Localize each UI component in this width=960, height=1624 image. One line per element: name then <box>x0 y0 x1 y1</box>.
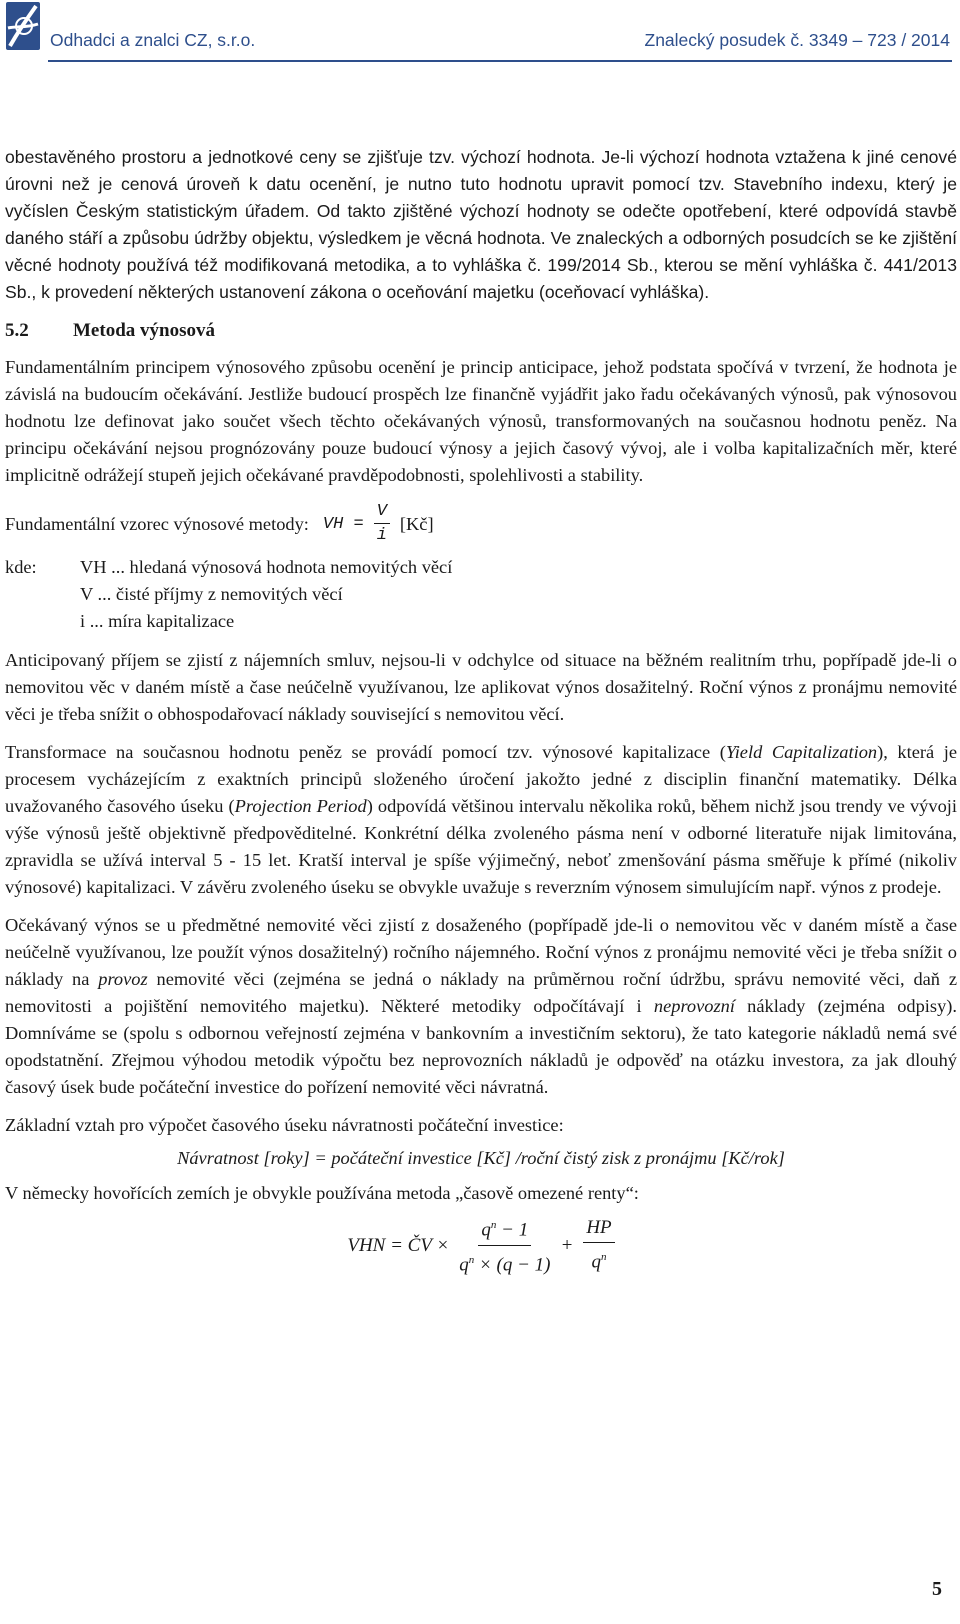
company-logo-icon <box>4 2 44 54</box>
definition-item: i ... míra kapitalizace <box>80 611 235 631</box>
section-heading <box>5 317 957 343</box>
formula-unit: [Kč] <box>399 513 434 534</box>
document-body <box>5 144 957 1283</box>
formula-annuity <box>15 1207 957 1283</box>
paragraph-principle: Fundamentálním principem výnosového způsobu ocenění je princip anticipace, jehož podstata spočívá v tvrzení, že hodnota je závislá na budoucím očekávání. Jestliže budoucí prospěch lze finančně vyjádřit jako řadu očekávaných výnosů, pak výnosovou hodnotu lze definovat jako součet všech těchto očekávaných výnosů, transformovaných na současnou hodnotu peněz. Na principu očekávání nejsou prognózovány pouze budoucí výnosy a jejich časový vývoj, ale i volba kapitalizačních měr, které implicitně odrážejí stupeň jejich očekávané pravděpodobnosti, spolehlivosti a stability. <box>5 357 957 485</box>
header-divider <box>48 60 952 62</box>
paragraph-basic-relation: Základní vztah pro výpočet časového úseku návratnosti počáteční investice: <box>5 1115 564 1135</box>
definition-item: VH ... hledaná výnosová hodnota nemovitých věcí <box>80 557 453 577</box>
section-title: Metoda výnosová <box>73 320 215 341</box>
formula-fundamental <box>5 500 957 548</box>
annuity-fraction-1: $\frac{q^n - 1}{q^n \times (q - 1)}$ <box>459 1211 550 1279</box>
definition-item: V ... čisté příjmy z nemovitých věcí <box>80 584 343 604</box>
header-company: Odhadci a znalci CZ, s.r.o. <box>50 30 256 50</box>
section-number: 5.2 <box>5 320 29 341</box>
paragraph-expected-yield: Očekávaný výnos se u předmětné nemovité věci zjistí z dosaženého (popřípadě jde-li o nemovitou věc v daném místě a čase neúčelně využívanou, lze použít výnos dosažitelný) ročního nájemného. Roční výnos z pronájmu nemovité věci je třeba snížit o náklady na provoz nemovité věci (zejména se jedná o náklady na průměrnou roční údržbu, správu nemovité věci, daň z nemovitosti a pojištění nemovitého majetku). Některé metodiky odpočítávají i neprovozní náklady (zejména odpisy). Domníváme se (spolu s odbornou veřejností zejména v bankovním a investičním sektoru), že tato kategorie nákladů nemá své opodstatnění. Zřejmou výhodou metodik výpočtu bez neprovozních nákladů je odpověď na otázku investora, za jak dlouhý časový úsek bude počáteční investice do pořízení nemovité věci návratná. <box>5 915 957 1097</box>
definitions <box>5 554 957 635</box>
formula-numerator: V <box>374 501 390 524</box>
paragraph-german-method: V německy hovořících zemích je obvykle používána metoda „časově omezené renty“: <box>5 1183 639 1203</box>
annuity-fraction-2: $\frac{HP}{q^n}$ <box>583 1214 614 1276</box>
annuity-plus: + <box>560 1234 574 1256</box>
formula-lhs: VH = <box>322 514 364 534</box>
formula-fraction <box>374 501 390 548</box>
annuity-lhs: VHN = ČV × <box>347 1234 450 1256</box>
formula-label: Fundamentální vzorec výnosové metody: <box>5 513 309 534</box>
page-header <box>0 0 960 62</box>
formula-payback: Návratnost [roky] = počáteční investice [Kč] /roční čistý zisk z pronájmu [Kč/rok] <box>177 1148 785 1168</box>
paragraph-intro: obestavěného prostoru a jednotkové ceny se zjišťuje tzv. výchozí hodnota. Je-li výchozí hodnota vztažena k jiné cenové úrovni než je cenová úroveň k datu ocenění, je nutno tuto hodnotu upravit pomocí tzv. Stavebního indexu, který je vyčíslen Českým statistickým úřadem. Od takto zjištěné výchozí hodnoty se odečte opotřebení, které odpovídá stavbě daného stáří a způsobu údržby objektu, výsledkem je věcná hodnota. Ve znaleckých a odborných posudcích se ke zjištění věcné hodnoty používá též modifikovaná metodika, a to vyhláška č. 199/2014 Sb., kterou se mění vyhláška č. 441/2013 Sb., k provedení některých ustanovení zákona o oceňování majetku (oceňovací vyhláška). <box>5 147 957 302</box>
paragraph-transformation: Transformace na současnou hodnotu peněz se provádí pomocí tzv. výnosové kapitalizace (Yield Capitalization), která je procesem vycházejícím z exaktních principů složeného úročení jakožto jedné z disciplin finanční matematiky. Délka uvažovaného časového úseku (Projection Period) odpovídá většinou intervalu několika roků, během nichž jsou trendy ve vývoji výše výnosů ještě objektivně předpověditelné. Konkrétní délka zvoleného pásma není v odborné literatuře nijak limitována, zpravidla se užívá interval 5 - 15 let. Kratší interval je spíše výjimečný, neboť zmenšování pásma směřuje k přímé (nikoliv výnosové) kapitalizaci. V závěru zvoleného úseku se obvykle uvažuje s reverzním výnosem simulujícím např. výnos z prodeje. <box>5 742 957 897</box>
paragraph-anticipated-income: Anticipovaný příjem se zjistí z nájemních smluv, nejsou-li v odchylce od situace na běžném realitním trhu, popřípadě jde-li o nemovitou věc v daném místě a čase neúčelně využívanou, lze aplikovat výnos dosažitelný. Roční výnos z pronájmu nemovité věci je třeba snížit o obhospodařovací náklady související s nemovitou věcí. <box>5 650 957 724</box>
formula-denominator: i <box>376 525 387 545</box>
header-report: Znalecký posudek č. 3349 – 723 / 2014 <box>644 30 950 50</box>
definitions-label: kde: <box>5 557 37 577</box>
page-number: 5 <box>932 1578 942 1600</box>
